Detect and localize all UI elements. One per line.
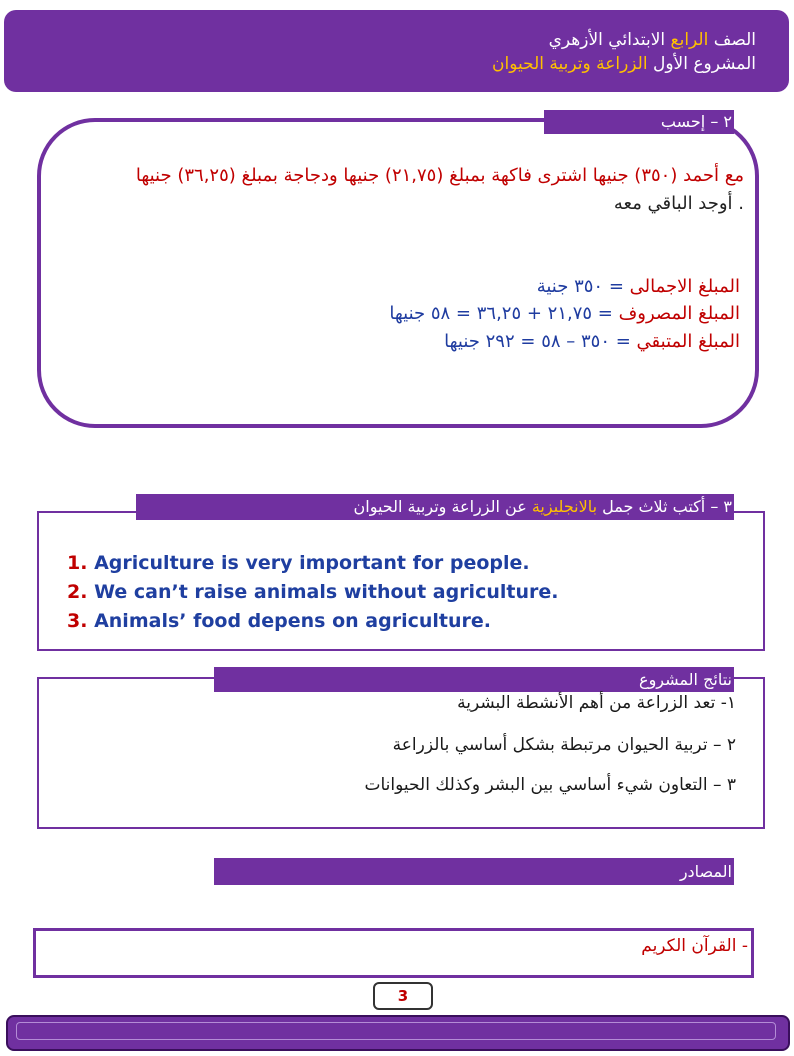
result-item: ٣ – التعاون شيء أساسي بين البشر وكذلك الحيوانات [364, 775, 736, 795]
sources-heading-bar [214, 858, 734, 885]
sentence-text: Agriculture is very important for people. [94, 552, 530, 574]
calc-expression: = ٣٥٠ جنية [536, 276, 624, 297]
calc-label: المبلغ المصروف [618, 303, 740, 324]
english-heading-suffix: عن الزراعة وتربية الحيوان [353, 497, 527, 516]
footer-banner-inner [16, 1022, 776, 1040]
page-number: 3 [397, 987, 409, 1005]
project-prefix: المشروع الأول [652, 54, 756, 74]
project-highlight: الزراعة وتربية الحيوان [492, 54, 648, 74]
project-line [492, 54, 756, 74]
results-heading-bar [214, 667, 734, 692]
results-heading: نتائج المشروع [639, 670, 732, 689]
calc-label: المبلغ المتبقي [636, 331, 740, 352]
grade-line [549, 30, 756, 50]
english-heading-prefix: ٣ – أكتب ثلاث جمل [602, 497, 732, 516]
calculation-heading-bar [544, 110, 734, 134]
header-banner [4, 10, 789, 92]
english-sentence [67, 552, 530, 574]
calc-expression: = ٣٥٠ – ٥٨ = ٢٩٢ جنيها [444, 331, 631, 352]
sentence-text: We can’t raise animals without agriculture. [94, 581, 559, 603]
english-sentence [67, 581, 558, 603]
sentence-text: Animals’ food depens on agriculture. [94, 610, 491, 632]
page-number-box [373, 982, 433, 1010]
grade-highlight: الرابع [670, 30, 709, 50]
calc-expression: = ٢١,٧٥ + ٣٦,٢٥ = ٥٨ جنيها [389, 303, 613, 324]
sentence-number: 2. [67, 581, 88, 603]
calc-total [537, 276, 740, 297]
result-item: ١- تعد الزراعة من أهم الأنشطة البشرية [457, 693, 736, 713]
sources-heading: المصادر [679, 862, 732, 881]
english-sentence [67, 610, 491, 632]
problem-text-line2: . أوجد الباقي معه [613, 193, 744, 214]
english-heading-bar [136, 494, 734, 520]
grade-prefix: الصف [713, 30, 756, 50]
sentence-number: 1. [67, 552, 88, 574]
english-heading-highlight: بالانجليزية [531, 497, 598, 516]
calculation-heading: ٢ – إحسب [660, 112, 732, 131]
calc-spent [389, 303, 740, 324]
sentence-number: 3. [67, 610, 88, 632]
english-heading [354, 497, 733, 516]
grade-suffix: الابتدائي الأزهري [548, 30, 666, 50]
result-item: ٢ – تربية الحيوان مرتبطة بشكل أساسي بالزراعة [392, 735, 736, 755]
calc-remaining [444, 331, 740, 352]
problem-text-line1: مع أحمد (٣٥٠) جنيها اشترى فاكهة بمبلغ (٢١,٧٥) جنيها ودجاجة بمبلغ (٣٦,٢٥) جنيها [135, 165, 744, 186]
source-item: - القرآن الكريم [641, 936, 748, 956]
calc-label: المبلغ الاجمالى [629, 276, 740, 297]
